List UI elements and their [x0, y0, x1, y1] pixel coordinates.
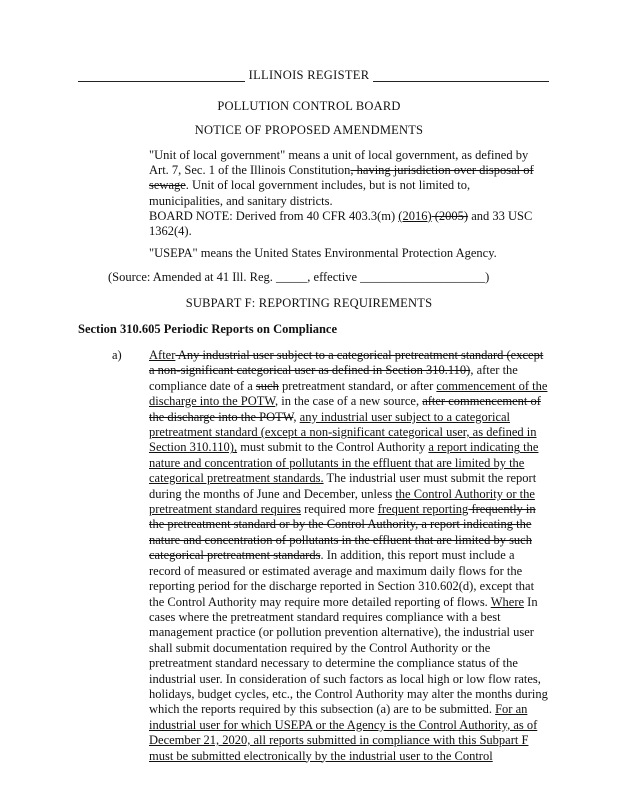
inserted-text: For an industrial user for which USEPA or the Agency is the Control Authority, as of December 21, 2020, all reports submitted in compliance with this Subpart F must be submitted electronically by the industrial user to the Control: [149, 702, 538, 763]
subsection-a-text: [149, 348, 549, 764]
board-note: BOARD NOTE: Derived from 40 CFR 403.3(m) (2016) (2005) and 33 USC 1362(4).: [149, 208, 533, 239]
body-text: must submit to the Control Authority: [237, 440, 429, 455]
definition-unit-local-government: "Unit of local government" means a unit of local government, as defined by Art. 7, Sec. 1 of the Illinois Constitution, having jurisdiction over disposal of sewage. Unit of local government includes, but is not limited to, municipalities, and sanitary districts. BOARD NOTE: Derived from 40 CFR 403.3(m) (2016) (2005) and 33 USC 1362(4).: [149, 148, 547, 239]
inserted-text: a report indicating: [428, 440, 521, 455]
inserted-text: frequent reporting: [377, 502, 469, 517]
body-text: , after the compliance date of a: [149, 363, 518, 393]
deleted-text: Any industrial user subject to a categorical pretreatment standard (except a non-significant categorical user as defined in Section 310.110): [149, 348, 544, 378]
body-text: ,: [293, 409, 300, 424]
register-title: ILLINOIS REGISTER: [0, 68, 618, 83]
body-text: The industrial user must submit the report during the months of June and December, unless: [149, 471, 537, 501]
deleted-text: after commencement of the discharge into the POTW: [149, 394, 541, 424]
inserted-text: Where: [490, 594, 525, 609]
definition-usepa: "USEPA" means the United States Environmental Protection Agency.: [149, 246, 497, 260]
source-line: (Source: Amended at 41 Ill. Reg. _____, effective ____________________): [108, 270, 490, 284]
body-text: . In addition, this report must include a record of measured or estimated average and maximum daily flows for the reporting period for the discharge reported in Section 310.602(d), except that the Control Authority may require more detailed reporting of flows.: [149, 548, 535, 609]
inserted-text: commencement of the discharge into the POTW: [149, 378, 548, 409]
body-text: In cases where the pretreatment standard requires compliance with a best management practice (or pollution prevention alternative), the industrial user shall submit documentation required by the Control Authority or the pretreatment standard necessary to determine the compliance status of the industrial user. In consideration of such factors as local high or low flow rates, holidays, budget cycles, etc., the Control Authority may alter the months during which the reports required by this subsection (a) are to be submitted.: [149, 594, 548, 717]
body-text: pretreatment standard, or after: [278, 378, 437, 393]
notice-title: NOTICE OF PROPOSED AMENDMENTS: [194, 123, 424, 137]
body-text: required more: [301, 502, 378, 517]
subsection-label: a): [112, 348, 122, 362]
deleted-text: such: [255, 378, 279, 393]
inserted-text: any industrial user subject to a categorical pretreatment standard (except a non-significant categorical user, as defined in Section 310.110),: [149, 409, 537, 455]
inserted-text: the Control Authority or the pretreatment standard requires: [149, 486, 535, 517]
deleted-text: frequently in the pretreatment standard or by the Control Authority, a report indicating the nature and concentration of pollutants in the effluent that are limited by such categorical pretreatment standards: [149, 502, 536, 563]
inserted-text: the nature and concentration of pollutants in the effluent that are limited by the categorical pretreatment standards.: [149, 440, 539, 486]
inserted-text: After: [149, 348, 176, 362]
board-title: POLLUTION CONTROL BOARD: [217, 99, 401, 113]
section-heading: Section 310.605 Periodic Reports on Compliance: [78, 322, 338, 336]
body-text: , in the case of a new source,: [275, 394, 423, 409]
subpart-title: SUBPART F: REPORTING REQUIREMENTS: [185, 296, 433, 310]
